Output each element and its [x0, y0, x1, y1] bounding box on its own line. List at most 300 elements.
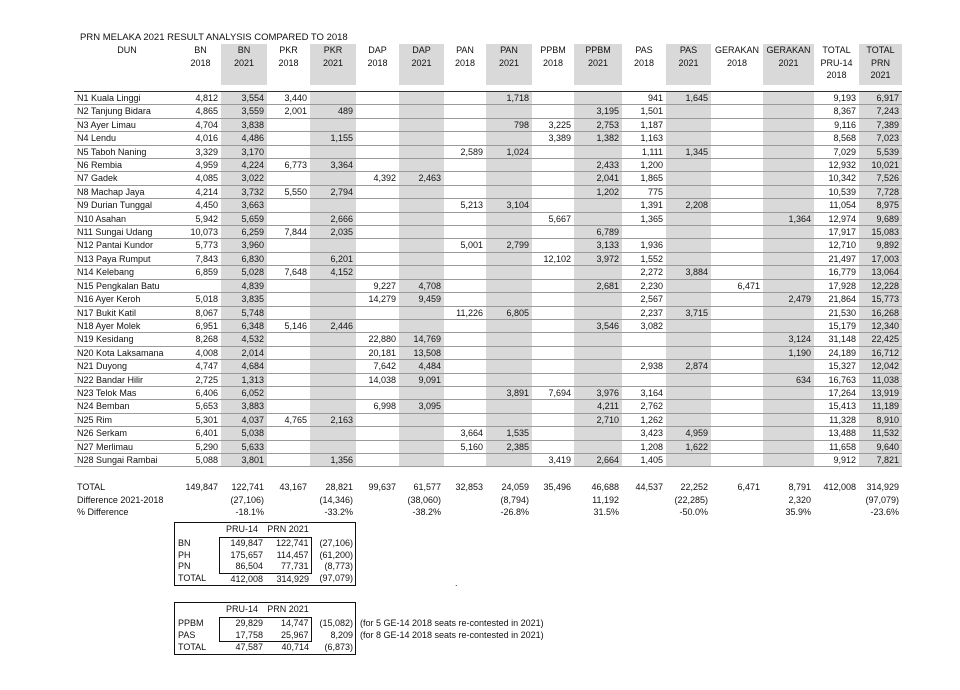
vote-cell: 4,486: [221, 132, 267, 145]
vote-cell: [666, 212, 711, 225]
vote-cell: 3,883: [221, 400, 267, 413]
vote-cell: 2,463: [399, 172, 444, 185]
table-row: [74, 199, 902, 212]
small-column-header: [175, 603, 219, 618]
vote-cell: 17,003: [859, 252, 902, 265]
small-table-row: [175, 538, 355, 550]
small-cell: (15,082): [319, 617, 353, 628]
vote-cell: [444, 333, 486, 346]
summary-cell: [532, 494, 574, 506]
vote-cell: [763, 386, 814, 399]
small-cell: 114,457: [265, 550, 311, 562]
vote-cell: 1,163: [640, 133, 663, 144]
vote-cell: 24,189: [828, 347, 856, 358]
vote-cell: 3,884: [666, 266, 711, 279]
vote-cell: [532, 360, 574, 373]
vote-cell: 5,146: [284, 320, 307, 331]
vote-cell: [763, 427, 814, 440]
vote-cell: 16,779: [828, 267, 856, 278]
vote-cell: 12,710: [828, 240, 856, 251]
vote-cell: [486, 212, 532, 225]
vote-cell: 15,413: [828, 401, 856, 412]
vote-cell: [356, 159, 399, 172]
vote-cell: [399, 266, 444, 279]
vote-cell: [666, 400, 711, 413]
vote-cell: 12,102: [543, 253, 571, 264]
vote-cell: [399, 306, 444, 319]
vote-cell: 7,648: [284, 267, 307, 278]
vote-cell: [666, 105, 711, 118]
vote-cell: 6,951: [195, 320, 218, 331]
vote-cell: 9,459: [399, 293, 444, 306]
vote-cell: [763, 92, 814, 105]
vote-cell: [532, 306, 574, 319]
small-table-header: [175, 603, 355, 618]
small-table-header: [175, 523, 355, 538]
column-header-line: 2018: [633, 57, 655, 68]
summary-cell: 149,847: [185, 482, 218, 493]
table-row: [74, 212, 902, 225]
vote-cell: [486, 293, 532, 306]
vote-cell: 1,313: [221, 373, 267, 386]
vote-cell: [356, 239, 399, 252]
vote-cell: 3,559: [221, 105, 267, 118]
vote-cell: [267, 212, 310, 225]
vote-cell: [444, 118, 486, 131]
vote-cell: 3,715: [666, 306, 711, 319]
vote-cell: [444, 453, 486, 466]
vote-cell: [356, 440, 399, 453]
summary-cell: 61,577: [413, 482, 441, 493]
vote-cell: [444, 132, 486, 145]
vote-cell: [666, 185, 711, 198]
summary-cell: [711, 494, 763, 506]
coalition-summary-table: [175, 523, 355, 585]
stray-mark: .: [455, 578, 458, 588]
vote-cell: [310, 92, 356, 105]
vote-cell: 7,029: [833, 146, 856, 157]
vote-cell: [711, 199, 763, 212]
small-cell: 77,731: [265, 561, 311, 573]
column-header: [763, 44, 814, 85]
vote-cell: 5,160: [460, 441, 483, 452]
vote-cell: 4,684: [221, 360, 267, 373]
vote-cell: 1,356: [310, 453, 356, 466]
vote-cell: 2,230: [640, 280, 663, 291]
vote-cell: 3,133: [574, 239, 622, 252]
vote-cell: [574, 346, 622, 359]
vote-cell: 2,664: [574, 453, 622, 466]
vote-cell: 13,919: [859, 386, 902, 399]
vote-cell: [486, 346, 532, 359]
table-row: [74, 319, 902, 332]
vote-cell: [532, 239, 574, 252]
vote-cell: [399, 453, 444, 466]
summary-cell: [622, 506, 666, 518]
vote-cell: [310, 373, 356, 386]
vote-cell: 5,942: [195, 213, 218, 224]
vote-cell: 5,667: [548, 213, 571, 224]
vote-cell: 13,488: [828, 428, 856, 439]
vote-cell: [666, 172, 711, 185]
vote-cell: 9,116: [834, 119, 856, 130]
vote-cell: [711, 185, 763, 198]
vote-cell: 6,859: [195, 267, 218, 278]
summary-cell: [267, 506, 310, 518]
vote-cell: 6,789: [574, 226, 622, 239]
column-header-line: PRU-14: [820, 57, 853, 68]
column-header: [859, 44, 902, 85]
vote-cell: 6,348: [221, 319, 267, 332]
summary-cell: 35,496: [543, 482, 571, 493]
vote-cell: 3,389: [548, 133, 571, 144]
vote-cell: [267, 333, 310, 346]
vote-cell: [356, 226, 399, 239]
vote-cell: 9,892: [859, 239, 902, 252]
vote-cell: 4,085: [195, 173, 218, 184]
vote-cell: 6,201: [310, 252, 356, 265]
vote-cell: 4,704: [195, 119, 218, 130]
vote-cell: 2,479: [763, 293, 814, 306]
summary-label: % Difference: [77, 507, 129, 518]
vote-cell: 1,111: [641, 146, 663, 157]
vote-cell: 1,501: [640, 106, 663, 117]
small-row-label: PAS: [178, 629, 196, 640]
vote-cell: [356, 199, 399, 212]
column-header: [74, 44, 180, 85]
vote-cell: [310, 306, 356, 319]
vote-cell: [711, 239, 763, 252]
vote-cell: 2,799: [486, 239, 532, 252]
column-header-line: PKR: [323, 45, 343, 55]
column-header-line: DAP: [412, 45, 431, 55]
vote-cell: 3,225: [548, 119, 571, 130]
vote-cell: 8,975: [859, 199, 902, 212]
vote-cell: 7,526: [859, 172, 902, 185]
column-header: [399, 44, 444, 85]
vote-cell: 15,083: [859, 226, 902, 239]
summary-cell: -18.1%: [235, 507, 264, 518]
summary-cell: -33.2%: [324, 507, 353, 518]
vote-cell: 2,753: [574, 118, 622, 131]
small-table-row: [175, 573, 355, 585]
small-cell: (27,106): [319, 537, 353, 548]
vote-cell: [763, 118, 814, 131]
vote-cell: 3,364: [310, 159, 356, 172]
vote-cell: 12,042: [859, 360, 902, 373]
vote-cell: 11,054: [829, 200, 856, 211]
dun-name-cell: N4 Lendu: [77, 133, 117, 144]
vote-cell: 16,763: [828, 374, 856, 385]
vote-cell: [267, 453, 310, 466]
vote-cell: [711, 293, 763, 306]
vote-cell: [267, 145, 310, 158]
vote-cell: [666, 346, 711, 359]
vote-cell: [574, 306, 622, 319]
vote-cell: [574, 440, 622, 453]
column-header-line: 2018: [542, 57, 564, 68]
vote-cell: [711, 266, 763, 279]
vote-cell: 489: [310, 105, 356, 118]
table-row: [74, 427, 902, 440]
small-cell: (8,773): [324, 561, 353, 572]
vote-cell: 3,663: [221, 199, 267, 212]
vote-cell: 1,364: [763, 212, 814, 225]
small-cell: 25,967: [265, 630, 311, 642]
vote-cell: [711, 252, 763, 265]
vote-cell: 1,622: [666, 440, 711, 453]
vote-cell: 21,864: [828, 294, 856, 305]
vote-cell: [711, 373, 763, 386]
vote-cell: 13,064: [859, 266, 902, 279]
vote-cell: [399, 239, 444, 252]
vote-cell: [310, 239, 356, 252]
table-row: [74, 413, 902, 426]
table-row: [74, 159, 902, 172]
summary-cell: 122,741: [231, 482, 264, 493]
vote-cell: [267, 239, 310, 252]
vote-cell: [444, 279, 486, 292]
table-row: [74, 293, 902, 306]
vote-cell: [763, 226, 814, 239]
vote-cell: [399, 159, 444, 172]
summary-cell: 46,688: [591, 482, 619, 493]
dun-name-cell: N5 Taboh Naning: [77, 146, 147, 157]
summary-cell: 99,637: [368, 482, 396, 493]
vote-cell: [444, 373, 486, 386]
vote-cell: [711, 145, 763, 158]
vote-cell: 2,874: [666, 360, 711, 373]
vote-cell: [666, 279, 711, 292]
vote-cell: 11,226: [456, 307, 483, 318]
table-row: [74, 252, 902, 265]
vote-cell: 3,082: [640, 320, 663, 331]
vote-cell: [444, 319, 486, 332]
vote-cell: [444, 172, 486, 185]
vote-cell: 2,762: [640, 401, 663, 412]
vote-cell: 22,425: [859, 333, 902, 346]
dun-name-cell: N14 Kelebang: [77, 267, 135, 278]
vote-cell: [310, 293, 356, 306]
vote-cell: 2,041: [574, 172, 622, 185]
column-header: [221, 44, 267, 85]
vote-cell: 14,279: [368, 294, 396, 305]
summary-cell: 24,059: [501, 482, 529, 493]
small-row-label: TOTAL: [178, 641, 207, 652]
dun-name-cell: N9 Durian Tunggal: [77, 200, 153, 211]
vote-cell: 1,365: [640, 213, 663, 224]
vote-cell: [356, 427, 399, 440]
vote-cell: 5,038: [221, 427, 267, 440]
vote-cell: [356, 453, 399, 466]
vote-cell: 22,880: [368, 334, 396, 345]
vote-cell: [399, 413, 444, 426]
vote-cell: [711, 346, 763, 359]
summary-cell: 31.5%: [593, 507, 619, 518]
vote-cell: [486, 413, 532, 426]
table-row: [74, 373, 902, 386]
vote-cell: 8,367: [833, 106, 856, 117]
vote-cell: 5,748: [221, 306, 267, 319]
vote-cell: 2,014: [221, 346, 267, 359]
vote-cell: 6,406: [195, 387, 218, 398]
small-cell: 149,847: [219, 538, 265, 550]
small-row-label: PPBM: [178, 617, 204, 628]
small-cell: 122,741: [265, 538, 311, 550]
vote-cell: [399, 252, 444, 265]
vote-cell: [711, 159, 763, 172]
vote-cell: 7,243: [859, 105, 902, 118]
dun-name-cell: N24 Bemban: [77, 401, 130, 412]
vote-cell: [711, 400, 763, 413]
vote-cell: 3,095: [399, 400, 444, 413]
column-header-line: 2021: [322, 57, 344, 68]
vote-cell: [532, 279, 574, 292]
vote-cell: 8,568: [833, 133, 856, 144]
vote-cell: 3,972: [574, 252, 622, 265]
vote-cell: [310, 199, 356, 212]
vote-cell: 5,633: [221, 440, 267, 453]
vote-cell: 6,471: [737, 280, 760, 291]
vote-cell: 1,190: [763, 346, 814, 359]
vote-cell: [310, 386, 356, 399]
vote-cell: 2,433: [574, 159, 622, 172]
vote-cell: [486, 132, 532, 145]
vote-cell: [310, 427, 356, 440]
vote-cell: [532, 266, 574, 279]
vote-cell: 4,747: [195, 361, 218, 372]
summary-cell: 44,537: [635, 482, 663, 493]
summary-cell: 412,008: [823, 482, 856, 493]
vote-cell: 2,681: [574, 279, 622, 292]
vote-cell: [622, 333, 666, 346]
column-header-line: PAS: [679, 45, 698, 55]
small-column-header: [311, 603, 355, 618]
vote-cell: 7,694: [548, 387, 571, 398]
column-header-line: 2018: [726, 57, 748, 68]
column-header-line: 2021: [411, 57, 432, 68]
small-column-header: PRU-14: [225, 524, 258, 535]
vote-cell: [763, 252, 814, 265]
table-row: [74, 306, 902, 319]
small-table-row: [175, 561, 355, 573]
vote-cell: [267, 172, 310, 185]
column-header: [622, 44, 666, 85]
vote-cell: [763, 360, 814, 373]
dun-name-cell: N26 Serkam: [77, 428, 128, 439]
vote-cell: 2,237: [640, 307, 663, 318]
vote-cell: 4,037: [221, 413, 267, 426]
column-header: [180, 44, 221, 85]
vote-cell: [574, 293, 622, 306]
vote-cell: 3,960: [221, 239, 267, 252]
table-row: [74, 266, 902, 279]
dun-name-cell: N8 Machap Jaya: [77, 186, 145, 197]
vote-cell: 2,163: [310, 413, 356, 426]
vote-cell: [399, 199, 444, 212]
table-row: [74, 440, 902, 453]
vote-cell: [711, 319, 763, 332]
vote-cell: [356, 386, 399, 399]
column-header: [532, 44, 574, 85]
vote-cell: [486, 453, 532, 466]
vote-cell: 17,928: [828, 280, 856, 291]
summary-cell: [356, 494, 399, 506]
vote-cell: 21,497: [828, 253, 856, 264]
vote-cell: [267, 440, 310, 453]
summary-row: [74, 494, 902, 506]
column-header: [267, 44, 310, 85]
vote-cell: 6,917: [859, 92, 902, 105]
dun-name-cell: N2 Tanjung Bidara: [77, 106, 151, 117]
column-header-line: 2018: [826, 70, 847, 80]
vote-cell: [711, 92, 763, 105]
summary-cell: [180, 506, 221, 518]
note-ppbm: (for 5 GE-14 2018 seats re-contested in 2021): [360, 618, 544, 628]
vote-cell: [486, 172, 532, 185]
vote-cell: 12,228: [859, 279, 902, 292]
vote-cell: 4,765: [284, 414, 307, 425]
vote-cell: [486, 266, 532, 279]
vote-cell: [666, 226, 711, 239]
dun-name-cell: N11 Sungai Udang: [77, 227, 153, 238]
vote-cell: [532, 159, 574, 172]
column-header: [310, 44, 356, 85]
table-row: [74, 226, 902, 239]
dun-name-cell: N27 Merlimau: [77, 441, 134, 452]
vote-cell: 7,728: [859, 185, 902, 198]
vote-cell: [532, 346, 574, 359]
vote-cell: 4,211: [574, 400, 622, 413]
vote-cell: [444, 346, 486, 359]
small-row-label: PN: [178, 561, 191, 572]
dun-name-cell: N12 Pantai Kundor: [77, 240, 154, 251]
vote-cell: 1,024: [486, 145, 532, 158]
column-header-line: PRN: [870, 57, 890, 68]
vote-cell: [711, 333, 763, 346]
column-header-line: BN: [237, 45, 251, 55]
vote-cell: 3,835: [221, 293, 267, 306]
vote-cell: [763, 199, 814, 212]
vote-cell: 4,708: [399, 279, 444, 292]
vote-cell: [763, 413, 814, 426]
small-cell: (97,079): [319, 573, 353, 584]
vote-cell: [267, 346, 310, 359]
vote-cell: 7,844: [284, 227, 307, 238]
column-header: [814, 44, 859, 85]
dun-name-cell: N22 Bandar Hilir: [77, 374, 144, 385]
column-header-line: PPBM: [540, 45, 566, 55]
vote-cell: 941: [647, 93, 663, 103]
small-column-header: PRN 2021: [267, 524, 309, 535]
recontested-seats-table: [175, 603, 355, 654]
vote-cell: 5,550: [284, 186, 307, 197]
vote-cell: 7,821: [859, 453, 902, 466]
vote-cell: 5,213: [460, 200, 483, 211]
summary-cell: [814, 506, 859, 518]
small-table-row: [175, 618, 355, 630]
vote-cell: [486, 373, 532, 386]
column-header-line: PKR: [279, 45, 298, 55]
vote-cell: 5,088: [195, 454, 218, 465]
table-row: [74, 118, 902, 131]
vote-cell: 7,389: [859, 118, 902, 131]
summary-row: [74, 479, 902, 493]
column-header-line: BN: [194, 45, 207, 55]
vote-cell: [532, 400, 574, 413]
vote-cell: [267, 360, 310, 373]
vote-cell: 3,546: [574, 319, 622, 332]
